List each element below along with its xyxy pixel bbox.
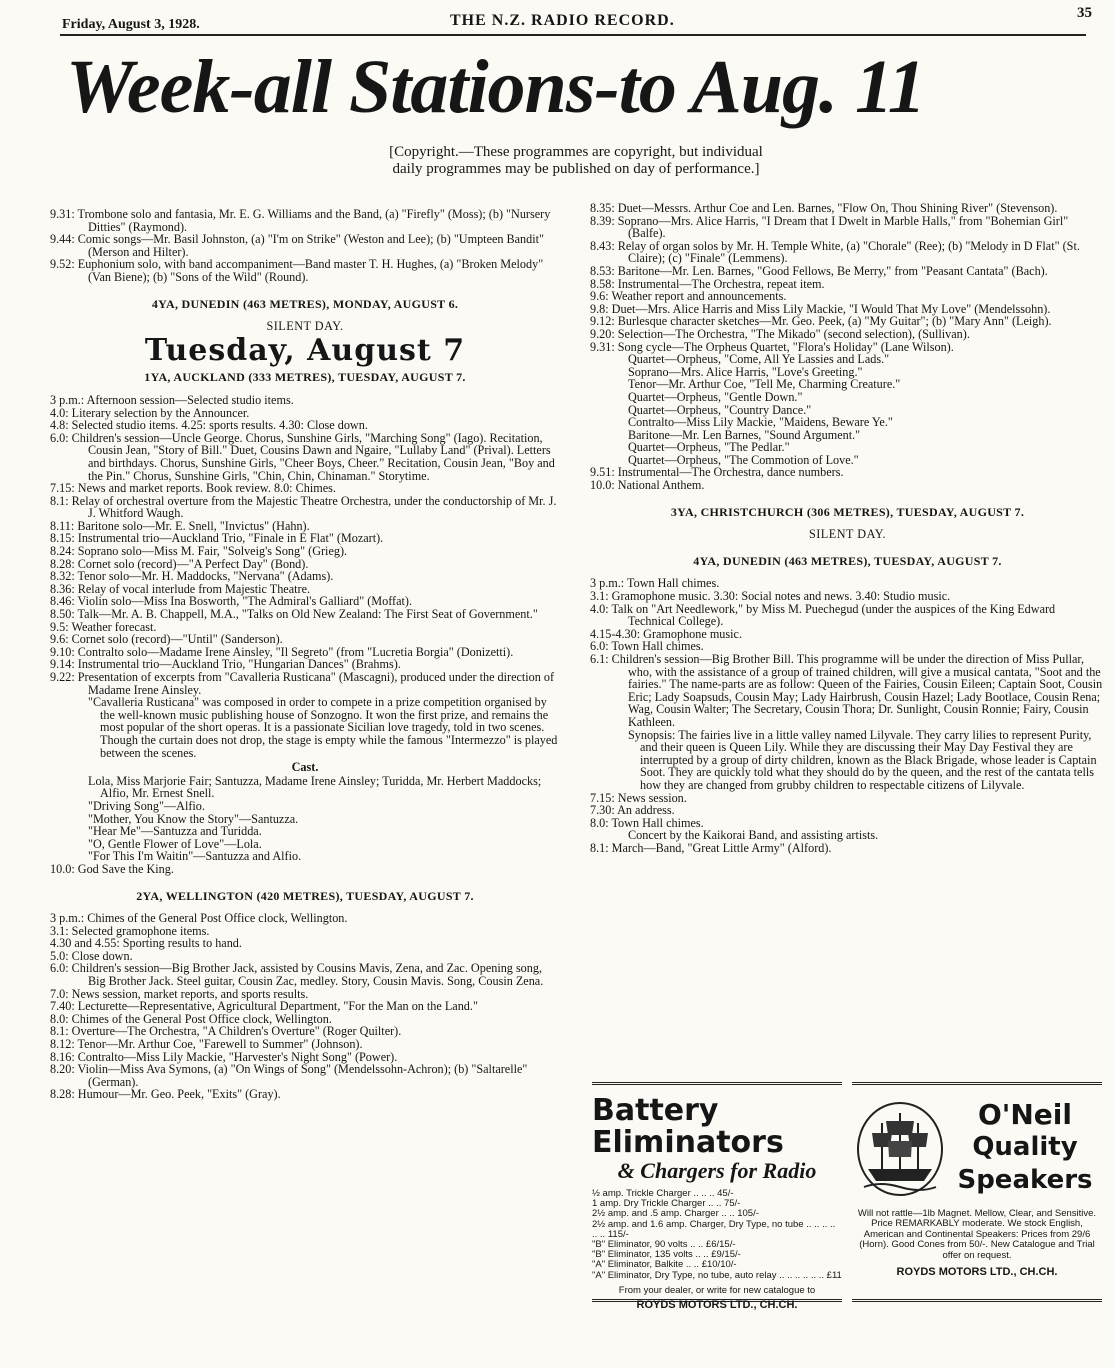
programme-item: 8.32: Tenor solo—Mr. H. Maddocks, "Nervana" (Adams).: [50, 569, 334, 584]
programme-item: 8.58: Instrumental—The Orchestra, repeat item.: [590, 276, 825, 291]
programme-item: 5.0: Close down.: [50, 948, 133, 963]
price-item: 2½ amp. and 1.6 amp. Charger, Dry Type, no tube .. .. .. .. .. .. 115/-: [592, 1219, 836, 1240]
brand-line: Speakers: [957, 1165, 1093, 1195]
programme-item: 4.15-4.30: Gramophone music.: [590, 626, 742, 641]
programme-item: 8.15: Instrumental trio—Auckland Trio, "Finale in E Flat" (Mozart).: [50, 531, 384, 546]
programme-item: 8.0: Town Hall chimes.: [590, 815, 704, 830]
price-item: "B" Eliminator, 90 volts .. .. £6/15/-: [592, 1240, 736, 1251]
silent-day-note: SILENT DAY.: [266, 319, 344, 334]
programme-item: 8.20: Violin—Miss Ava Symons, (a) "On Wings of Song" (Mendelssohn-Achron); (b) "Saltarelle" (German).: [50, 1062, 528, 1089]
song-cycle-part: Quartet—Orpheus, "Come, All Ye Lassies and Lads.": [628, 352, 890, 367]
programme-item: 9.51: Instrumental—The Orchestra, dance numbers.: [590, 465, 844, 480]
copyright-notice: [336, 144, 816, 178]
station-heading: 4YA, DUNEDIN (463 METRES), TUESDAY, AUGUST 7.: [693, 553, 1002, 568]
price-list: [592, 1189, 842, 1281]
publication-name: THE N.Z. RADIO RECORD.: [450, 12, 675, 29]
programme-item: 3.1: Gramophone music. 3.30: Social notes and news. 3.40: Studio music.: [590, 589, 951, 604]
concert-line: Concert by the Kaikorai Band, and assisting artists.: [628, 828, 879, 843]
brand-line: O'Neil: [978, 1098, 1072, 1131]
price-item: 1 amp. Dry Trickle Charger .. .. 75/-: [592, 1199, 741, 1210]
copyright-line: [Copyright.—These programmes are copyright, but individual: [389, 144, 763, 160]
programme-item: 8.16: Contralto—Miss Lily Mackie, "Harvester's Night Song" (Power).: [50, 1049, 398, 1064]
programme-item: 7.15: News and market reports. Book review. 8.0: Chimes.: [50, 481, 336, 496]
programme-item: 8.24: Soprano solo—Miss M. Fair, "Solveig's Song" (Grieg).: [50, 544, 348, 559]
programme-item: 9.22: Presentation of excerpts from "Cavalleria Rusticana" (Mascagni), produced under the direction of Madame Irene Ainsley.: [50, 670, 555, 697]
programme-item: 3.1: Selected gramophone items.: [50, 923, 210, 938]
station-heading: 3YA, CHRISTCHURCH (306 METRES), TUESDAY, AUGUST 7.: [670, 504, 1025, 519]
ad-logo: Battery Eliminators: [592, 1093, 784, 1160]
programme-item: 4.0: Talk on "Art Needlework," by Miss M. Puechegud (under the auspices of the King Edward Technical College).: [590, 601, 1056, 629]
price-item: "B" Eliminator, 135 volts .. .. £9/15/-: [592, 1250, 741, 1261]
copyright-line: daily programmes may be published on day of performance.]: [392, 161, 760, 177]
battery-eliminators-ad: [592, 1082, 842, 1311]
song-cycle-part: Quartet—Orpheus, "The Commotion of Love.": [628, 452, 859, 467]
advertisements: [592, 1082, 1102, 1311]
cavalleria-description: "Cavalleria Rusticana" was composed in order to compete in a prize competition organised by the well-known music publishing house of Sonzogno. It won the first prize, and remains the most popular of the short operas. It is a passionate Sicilian love tragedy, told in two scenes. Though the curtain does not drop, the stage is empty while the famous "Intermezzo" is played between the scenes.: [88, 695, 558, 760]
cast-line: Lola, Miss Marjorie Fair; Santuzza, Madame Irene Ainsley; Turidda, Mr. Herbert Maddocks; Alfio, Mr. Ernest Snell.: [88, 773, 542, 801]
programme-item: 3 p.m.: Town Hall chimes.: [590, 576, 720, 591]
programme-item: 8.1: Overture—The Orchestra, "A Children's Overture" (Roger Quilter).: [50, 1024, 402, 1039]
programme-item: 9.52: Euphonium solo, with band accompaniment—Band master T. H. Hughes, (a) "Broken Melody" (Van Biene); (b) "Sons of the Wild" (Round).: [50, 257, 544, 284]
programme-item: 8.28: Humour—Mr. Geo. Peek, "Exits" (Gray).: [50, 1087, 281, 1102]
programme-item: 4.0: Literary selection by the Announcer.: [50, 405, 250, 420]
programme-item: 8.11: Baritone solo—Mr. E. Snell, "Invictus" (Hahn).: [50, 518, 310, 533]
day-heading: Tuesday, August 7: [144, 332, 466, 368]
song-cycle-part: Baritone—Mr. Len Barnes, "Sound Argument.": [628, 427, 861, 442]
programme-item: 8.53: Baritone—Mr. Len. Barnes, "Good Fellows, Be Merry," from "Peasant Cantata" (Bach).: [590, 263, 1048, 278]
wellington-items-cont: [590, 202, 1105, 353]
programme-item: 4.8: Selected studio items. 4.25: sports results. 4.30: Close down.: [50, 418, 368, 433]
programme-item: 9.31: Song cycle—The Orpheus Quartet, "Flora's Holiday" (Lane Wilson).: [590, 339, 954, 354]
programme-item: 8.28: Cornet solo (record)—"A Perfect Day" (Bond).: [50, 556, 309, 571]
programme-item: 8.0: Chimes of the General Post Office clock, Wellington.: [50, 1011, 332, 1026]
wellington-mon-items: [50, 208, 560, 284]
programme-item: 8.39: Soprano—Mrs. Alice Harris, "I Dream that I Dwelt in Marble Halls," from "Bohemian Girl" (Balfe).: [590, 213, 1069, 241]
programme-item: 9.20: Selection—The Orchestra, "The Mikado" (second selection), (Sullivan).: [590, 326, 970, 341]
programme-item: 9.12: Burlesque character sketches—Mr. Geo. Peek, (a) "My Guitar"; (b) "Mary Ann" (Leigh).: [590, 314, 1052, 329]
programme-item: 6.1: Children's session—Big Brother Bill. This programme will be under the direction of Miss Pullar, who, with the assistance of a group of trained children, will give a musical cantata, "Soot and the fairies." The name-parts are as follow: Queen of the Fairies, Cousin Eileen; Captain Soot, Cousin Eric; Lady Soapsuds, Cousin May; Lady Hairbrush, Cousin Hazel; Lady Bootlace, Cousin Rena; Wag, Cousin Walter; The Secretary, Cousin Thora; Dr. Sunlight, Cousin Ronnie; Fairy, Cousin Kathleen.: [590, 652, 1103, 729]
brand-line: Quality: [972, 1132, 1078, 1162]
price-item: "A" Eliminator, Balkite .. .. £10/10/-: [592, 1260, 737, 1271]
ad-note: From your dealer, or write for new catalogue to: [618, 1284, 816, 1296]
programme-item: 10.0: God Save the King.: [50, 861, 174, 876]
left-column: [50, 208, 560, 1101]
programme-item: 9.5: Weather forecast.: [50, 619, 157, 634]
programme-item: 3 p.m.: Chimes of the General Post Office clock, Wellington.: [50, 911, 348, 926]
song-cycle-part: Soprano—Mrs. Alice Harris, "Love's Greeting.": [628, 364, 863, 379]
programme-item: 8.35: Duet—Messrs. Arthur Coe and Len. Barnes, "Flow On, Thou Shining River" (Stevenson).: [590, 201, 1058, 215]
song-cycle-part: Quartet—Orpheus, "The Pedlar.": [628, 440, 790, 455]
cast-line: "Hear Me"—Santuzza and Turidda.: [88, 824, 262, 839]
song-cycle-part: Quartet—Orpheus, "Gentle Down.": [628, 389, 803, 404]
station-heading: 4YA, DUNEDIN (463 METRES), MONDAY, AUGUST 6.: [151, 296, 459, 311]
programme-item: 9.6: Cornet solo (record)—"Until" (Sanderson).: [50, 632, 283, 647]
auckland-items: [50, 394, 560, 696]
station-heading: 1YA, AUCKLAND (333 METRES), TUESDAY, AUGUST 7.: [144, 370, 466, 385]
right-column: [590, 202, 1105, 855]
programme-item: 8.50: Talk—Mr. A. B. Chappell, M.A., "Talks on Old New Zealand: The First Seat of Government.": [50, 607, 538, 622]
programme-item: 9.31: Trombone solo and fantasia, Mr. E. G. Williams and the Band, (a) "Firefly" (Moss); (b) "Nursery Ditties" (Raymond).: [50, 207, 551, 234]
programme-item: 8.43: Relay of organ solos by Mr. H. Temple White, (a) "Chorale" (Ree); (b) "Melody in D Flat" (St. Claire); (c) "Finale" (Lemmens).: [590, 238, 1080, 266]
oneil-speakers-ad: [852, 1082, 1102, 1302]
cast-heading: Cast.: [291, 760, 319, 775]
song-cycle-part: Contralto—Miss Lily Mackie, "Maidens, Beware Ye.": [628, 415, 893, 430]
programme-item: 9.6: Weather report and announcements.: [590, 289, 787, 304]
dunedin-items: [590, 577, 1105, 728]
cantata-synopsis: Synopsis: The fairies live in a little valley named Lilyvale. They carry lilies to represent Purity, and their queen is Queen Lily. While they are discussing their May Day Festival they are interrupted by a group of dirty children, known as the Black Brigade, whose leader is Captain Soot. They are quickly told what they should do by the queen, and the rest of the cantata tells how they are changed from grubby children to respectable citizens of Lilyvale.: [628, 727, 1097, 792]
programme-item: 8.1: Relay of orchestral overture from the Majestic Theatre Orchestra, under the conductorship of Mr. J. J. Whitford Waugh.: [50, 493, 557, 521]
station-heading: 2YA, WELLINGTON (420 METRES), TUESDAY, AUGUST 7.: [136, 888, 474, 903]
programme-item: 7.40: Lecturette—Representative, Agricultural Department, "For the Man on the Land.": [50, 999, 478, 1014]
silent-day-note: SILENT DAY.: [808, 527, 887, 542]
programme-item: 6.0: Children's session—Uncle George. Chorus, Sunshine Girls, "Marching Song" (Iago). Recitation, Cousin Jean, "Story of Bill." Duet, Cousins Dawn and Ngaire, "Lullaby Land" (Prival). Letters and birthdays. Chorus, Sunshine Girls, "Cheer Boys, Cheer." Recitation, Cousin Jean, "Boy and the Pin." Chorus, Sunshine Girls, "Chin, Chin, Chinaman." Storytime.: [50, 430, 555, 483]
ad-firm: ROYDS MOTORS LTD., CH.CH.: [896, 1266, 1058, 1278]
cast-line: "O, Gentle Flower of Love"—Lola.: [88, 836, 262, 851]
programme-item: 9.10: Contralto solo—Madame Irene Ainsley, "Il Segreto" (from "Lucretia Borgia" (Donizetti).: [50, 644, 514, 659]
price-item: "A" Eliminator, Dry Type, no tube, auto relay .. .. .. .. .. .. £11: [592, 1270, 842, 1281]
programme-item: 7.0: News session, market reports, and sports results.: [50, 986, 309, 1001]
ad-firm: ROYDS MOTORS LTD., CH.CH.: [636, 1298, 798, 1311]
page-number: 35: [1077, 5, 1092, 21]
page-header: [62, 5, 1092, 35]
programme-item: 3 p.m.: Afternoon session—Selected studio items.: [50, 392, 294, 407]
price-item: 2½ amp. and .5 amp. Charger .. .. 105/-: [592, 1209, 759, 1220]
wellington-items: [50, 912, 560, 1101]
issue-date: Friday, August 3, 1928.: [62, 17, 200, 32]
cast-line: "For This I'm Waitin"—Santuzza and Alfio.: [88, 849, 302, 864]
programme-item: 9.44: Comic songs—Mr. Basil Johnston, (a) "I'm on Strike" (Weston and Lee); (b) "Umpteen Bandit" (Merson and Hilter).: [50, 232, 544, 259]
programme-item: 8.12: Tenor—Mr. Arthur Coe, "Farewell to Summer" (Johnson).: [50, 1037, 363, 1052]
cast-line: "Mother, You Know the Story"—Santuzza.: [88, 811, 299, 826]
programme-item: 7.30: An address.: [590, 803, 675, 818]
cast-line: "Driving Song"—Alfio.: [88, 798, 205, 813]
ad-description: Will not rattle—1lb Magnet. Mellow, Clear, and Sensitive. Price REMARKABLY moderate. We stock English, American and Continental Speakers: Prices from 29/6 (Horn). Good Cones from 50/-. New Catalogue and Trial offer on request.: [857, 1208, 1097, 1261]
page-title: Week-all Stations-to Aug. 11: [66, 45, 925, 129]
brand-name: [948, 1099, 1102, 1197]
header-rule: [60, 34, 1086, 36]
programme-item: 7.15: News session.: [590, 790, 687, 805]
programme-item: 8.46: Violin solo—Miss Ina Bosworth, "The Admiral's Galliard" (Moffat).: [50, 594, 413, 609]
programme-item: 8.1: March—Band, "Great Little Army" (Alford).: [590, 840, 832, 855]
price-item: ½ amp. Trickle Charger .. .. .. 45/-: [592, 1189, 734, 1199]
ship-icon: [856, 1101, 944, 1197]
programme-item: 9.14: Instrumental trio—Auckland Trio, "Hungarian Dances" (Brahms).: [50, 657, 401, 672]
programme-item: 9.8: Duet—Mrs. Alice Harris and Miss Lily Mackie, "I Would That My Love" (Mendelssohn).: [590, 301, 1051, 316]
song-cycle-part: Tenor—Mr. Arthur Coe, "Tell Me, Charming Creature.": [628, 377, 901, 392]
programme-item: 8.36: Relay of vocal interlude from Majestic Theatre.: [50, 581, 311, 596]
song-cycle-part: Quartet—Orpheus, "Country Dance.": [628, 402, 812, 417]
programme-item: 6.0: Children's session—Big Brother Jack, assisted by Cousins Mavis, Zena, and Zac. Opening song, Big Brother Jack. Steel guitar, Cousin Zac, medley. Story, Cousin Mavis. Song, Cousin Zena.: [50, 961, 544, 989]
programme-item: 4.30 and 4.55: Sporting results to hand.: [50, 936, 242, 951]
ad-logo-subtitle: & Chargers for Radio: [617, 1158, 817, 1183]
programme-item: 6.0: Town Hall chimes.: [590, 639, 704, 654]
programme-item: 10.0: National Anthem.: [590, 478, 705, 493]
